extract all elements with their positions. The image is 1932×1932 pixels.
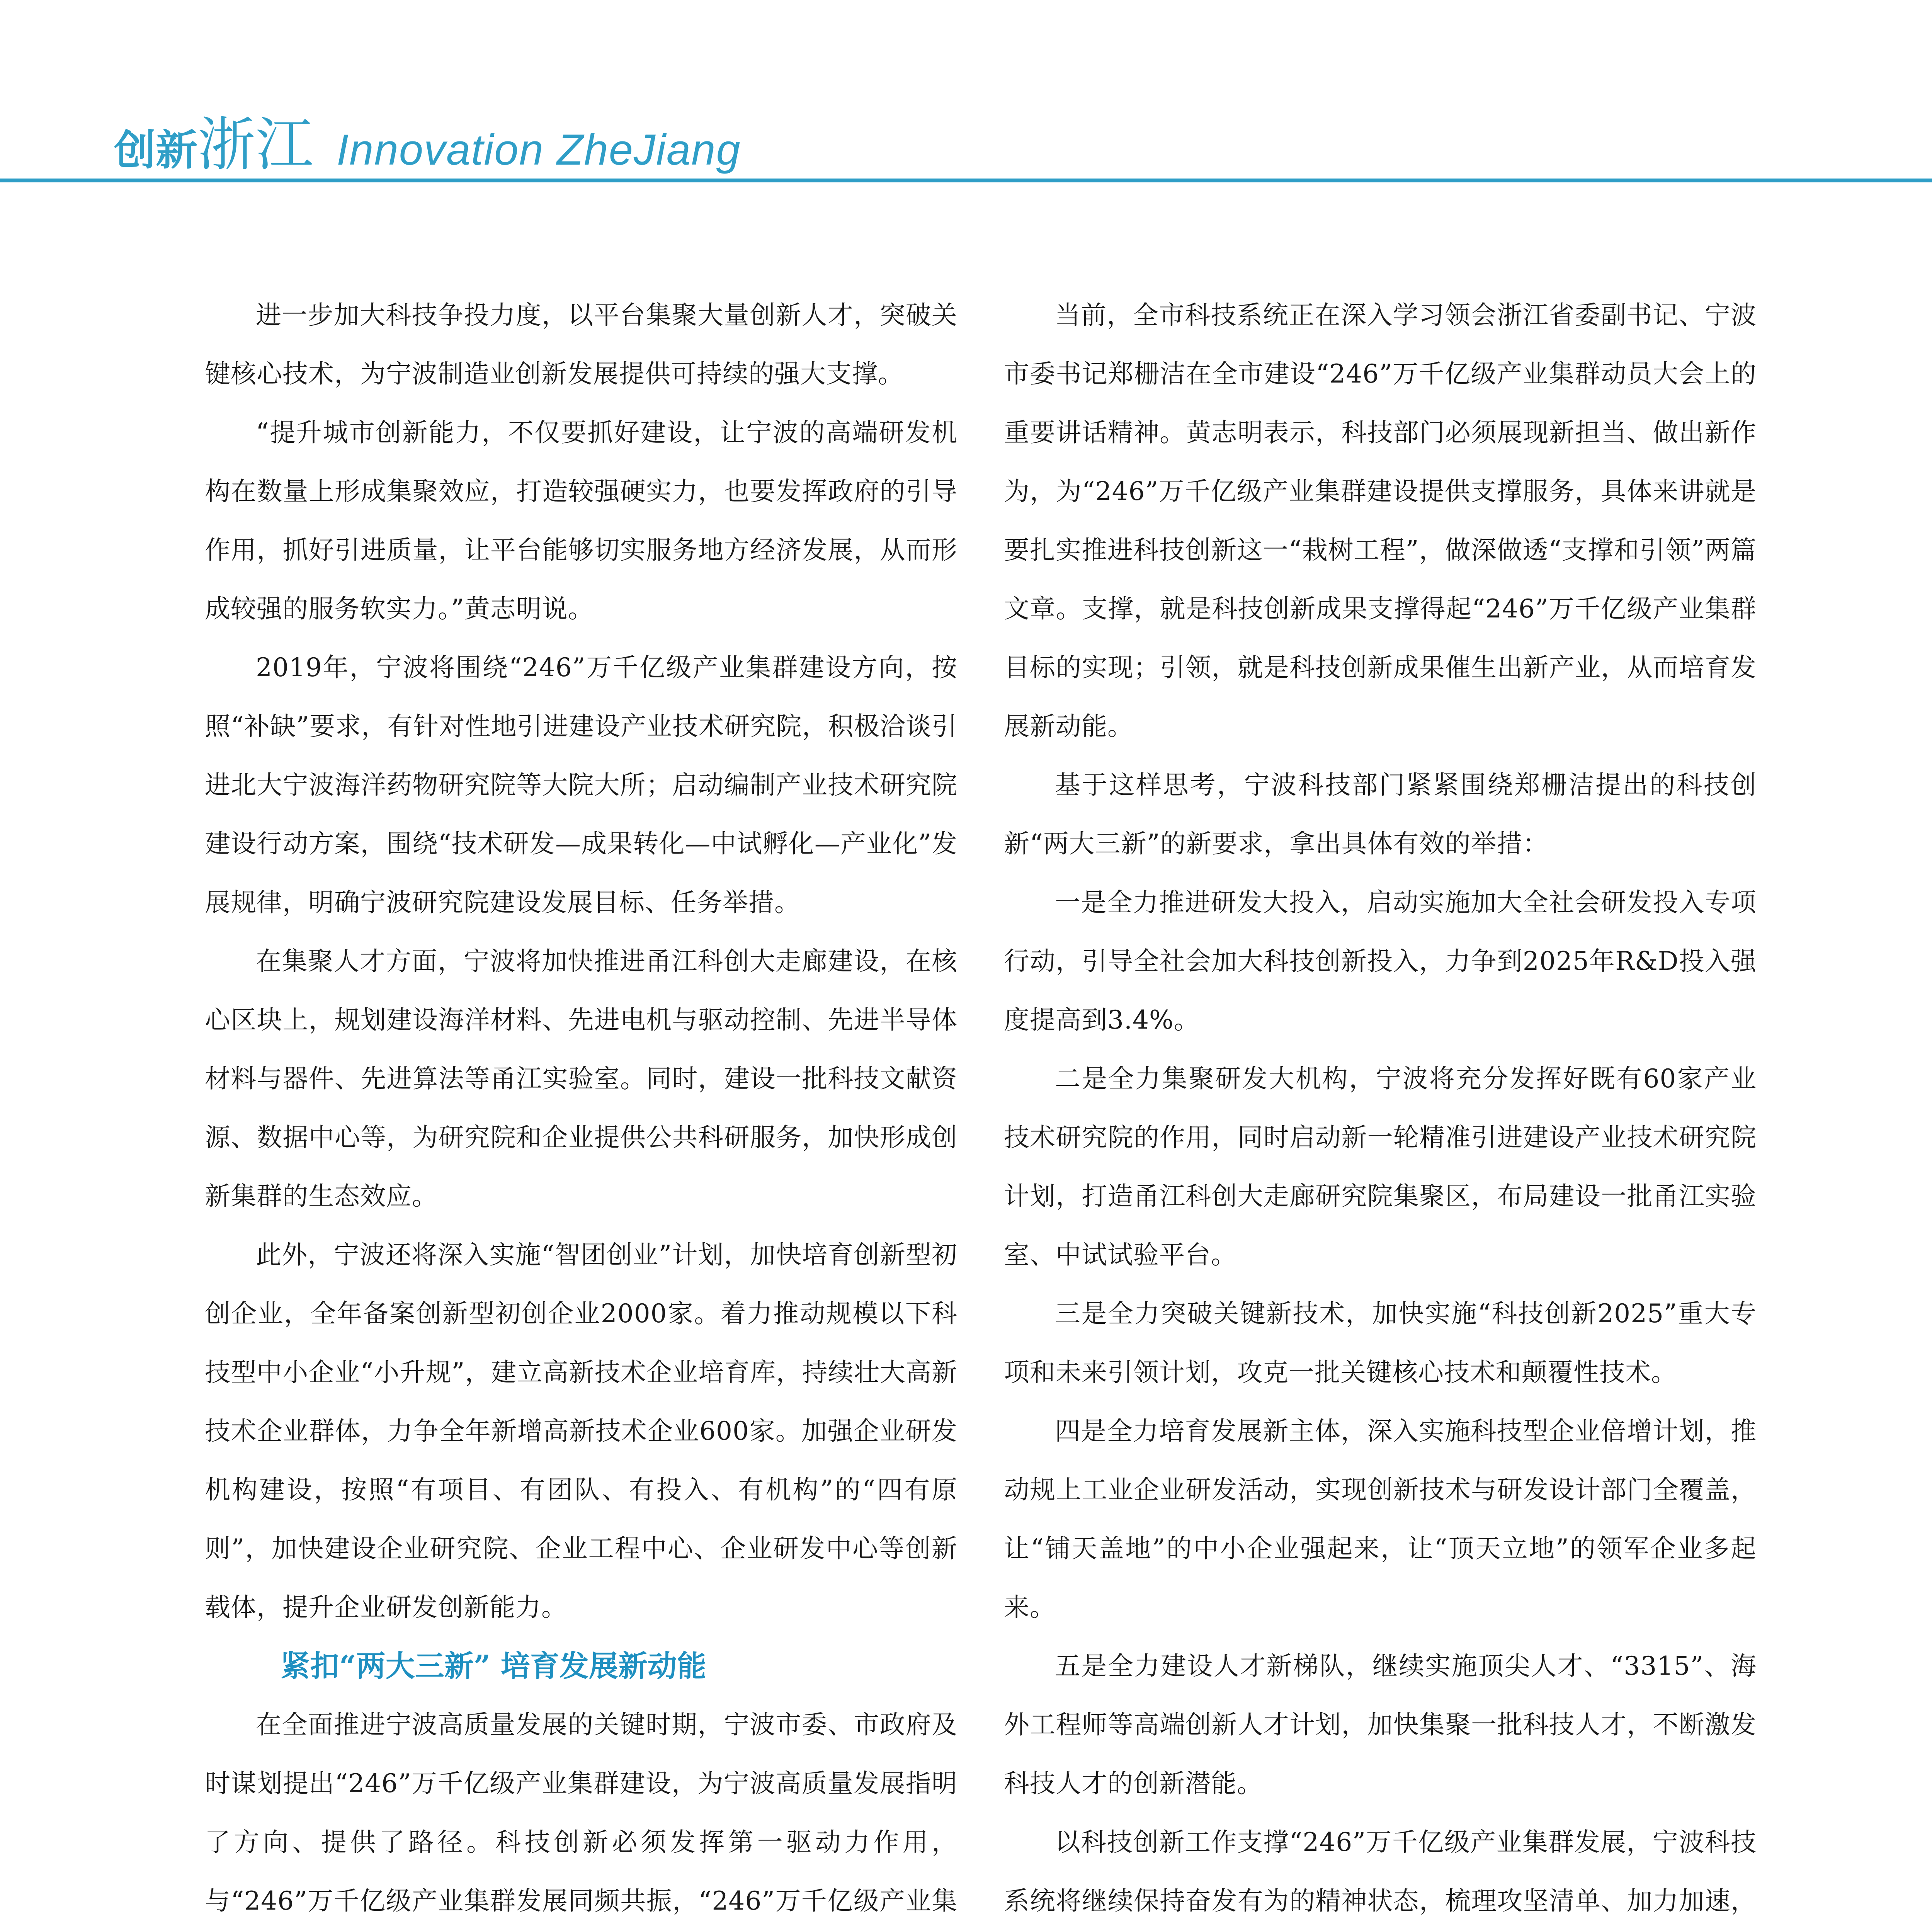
column-title-part1: 创新 xyxy=(114,126,198,175)
paragraph: 以科技创新工作支撑“246”万千亿级产业集群发展，宁波科技系统将继续保持奋发有为的精神状态，梳理攻坚清单、加力加速， xyxy=(1004,1827,1757,1916)
section-heading: 紧扣“两大三新” 培育发展新动能 xyxy=(281,1649,706,1683)
paragraph: 2019年，宁波将围绕“246”万千亿级产业集群建设方向，按照“补缺”要求，有针对性地引进建设产业技术研究院，积极洽谈引进北大宁波海洋药物研究院等大院大所；启动编制产业技术研究院建设行动方案，围绕“技术研发—成果转化—中试孵化—产业化”发展规律，明确宁波研究院建设发展目标、任务举措。 xyxy=(205,653,957,917)
paragraph: 三是全力突破关键新技术，加快实施“科技创新2025”重大专项和未来引领计划，攻克一批关键核心技术和颠覆性技术。 xyxy=(1004,1299,1757,1387)
column-title xyxy=(114,111,741,179)
page-header xyxy=(0,0,1932,182)
header-rule xyxy=(0,179,1932,182)
right-column xyxy=(1004,286,1757,1932)
paragraph: 此外，宁波还将深入实施“智团创业”计划，加快培育创新型初创企业，全年备案创新型初创企业2000家。着力推动规模以下科技型中小企业“小升规”，建立高新技术企业培育库，持续壮大高新技术企业群体，力争全年新增高新技术企业600家。加强企业研发机构建设，按照“有项目、有团队、有投入、有机构”的“四有原则”，加快建设企业研究院、企业工程中心、企业研发中心等创新载体，提升企业研发创新能力。 xyxy=(205,1240,957,1622)
paragraph: 在集聚人才方面，宁波将加快推进甬江科创大走廊建设，在核心区块上，规划建设海洋材料、先进电机与驱动控制、先进半导体材料与器件、先进算法等甬江实验室。同时，建设一批科技文献资源、数据中心等，为研究院和企业提供公共科研服务，加快形成创新集群的生态效应。 xyxy=(205,946,957,1211)
paragraph: “提升城市创新能力，不仅要抓好建设，让宁波的高端研发机构在数量上形成集聚效应，打造较强硬实力，也要发挥政府的引导作用，抓好引进质量，让平台能够切实服务地方经济发展，从而形成较强的服务软实力。”黄志明说。 xyxy=(205,418,957,624)
paragraph: 在全面推进宁波高质量发展的关键时期，宁波市委、市政府及时谋划提出“246”万千亿级产业集群建设，为宁波高质量发展指明了方向、提供了路径。科技创新必须发挥第一驱动力作用，与“246”万千亿级产业集群发展同频共振，“246”万千亿级产业集 xyxy=(205,1710,957,1916)
paragraph: 基于这样思考，宁波科技部门紧紧围绕郑栅洁提出的科技创新“两大三新”的新要求，拿出具体有效的举措： xyxy=(1004,770,1757,859)
paragraph: 进一步加大科技争投力度，以平台集聚大量创新人才，突破关键核心技术，为宁波制造业创新发展提供可持续的强大支撑。 xyxy=(205,300,957,389)
paragraph: 二是全力集聚研发大机构，宁波将充分发挥好既有60家产业技术研究院的作用，同时启动新一轮精准引进建设产业技术研究院计划，打造甬江科创大走廊研究院集聚区，布局建设一批甬江实验室、中试试验平台。 xyxy=(1004,1064,1757,1270)
paragraph: 一是全力推进研发大投入，启动实施加大全社会研发投入专项行动，引导全社会加大科技创新投入，力争到2025年R&D投入强度提高到3.4%。 xyxy=(1004,888,1757,1035)
paragraph: 五是全力建设人才新梯队，继续实施顶尖人才、“3315”、海外工程师等高端创新人才计划，加快集聚一批科技人才，不断激发科技人才的创新潜能。 xyxy=(1004,1651,1757,1798)
left-column xyxy=(205,286,957,1932)
column-title-english: Innovation ZheJiang xyxy=(337,126,741,174)
paragraph: 四是全力培育发展新主体，深入实施科技型企业倍增计划，推动规上工业企业研发活动，实现创新技术与研发设计部门全覆盖，让“铺天盖地”的中小企业强起来，让“顶天立地”的领军企业多起来。 xyxy=(1004,1416,1757,1622)
paragraph: 当前，全市科技系统正在深入学习领会浙江省委副书记、宁波市委书记郑栅洁在全市建设“246”万千亿级产业集群动员大会上的重要讲话精神。黄志明表示，科技部门必须展现新担当、做出新作为，为“246”万千亿级产业集群建设提供支撑服务，具体来讲就是要扎实推进科技创新这一“栽树工程”，做深做透“支撑和引领”两篇文章。支撑，就是科技创新成果支撑得起“246”万千亿级产业集群目标的实现；引领，就是科技创新成果催生出新产业，从而培育发展新动能。 xyxy=(1004,300,1757,741)
column-title-part2: 浙江 xyxy=(197,111,314,179)
